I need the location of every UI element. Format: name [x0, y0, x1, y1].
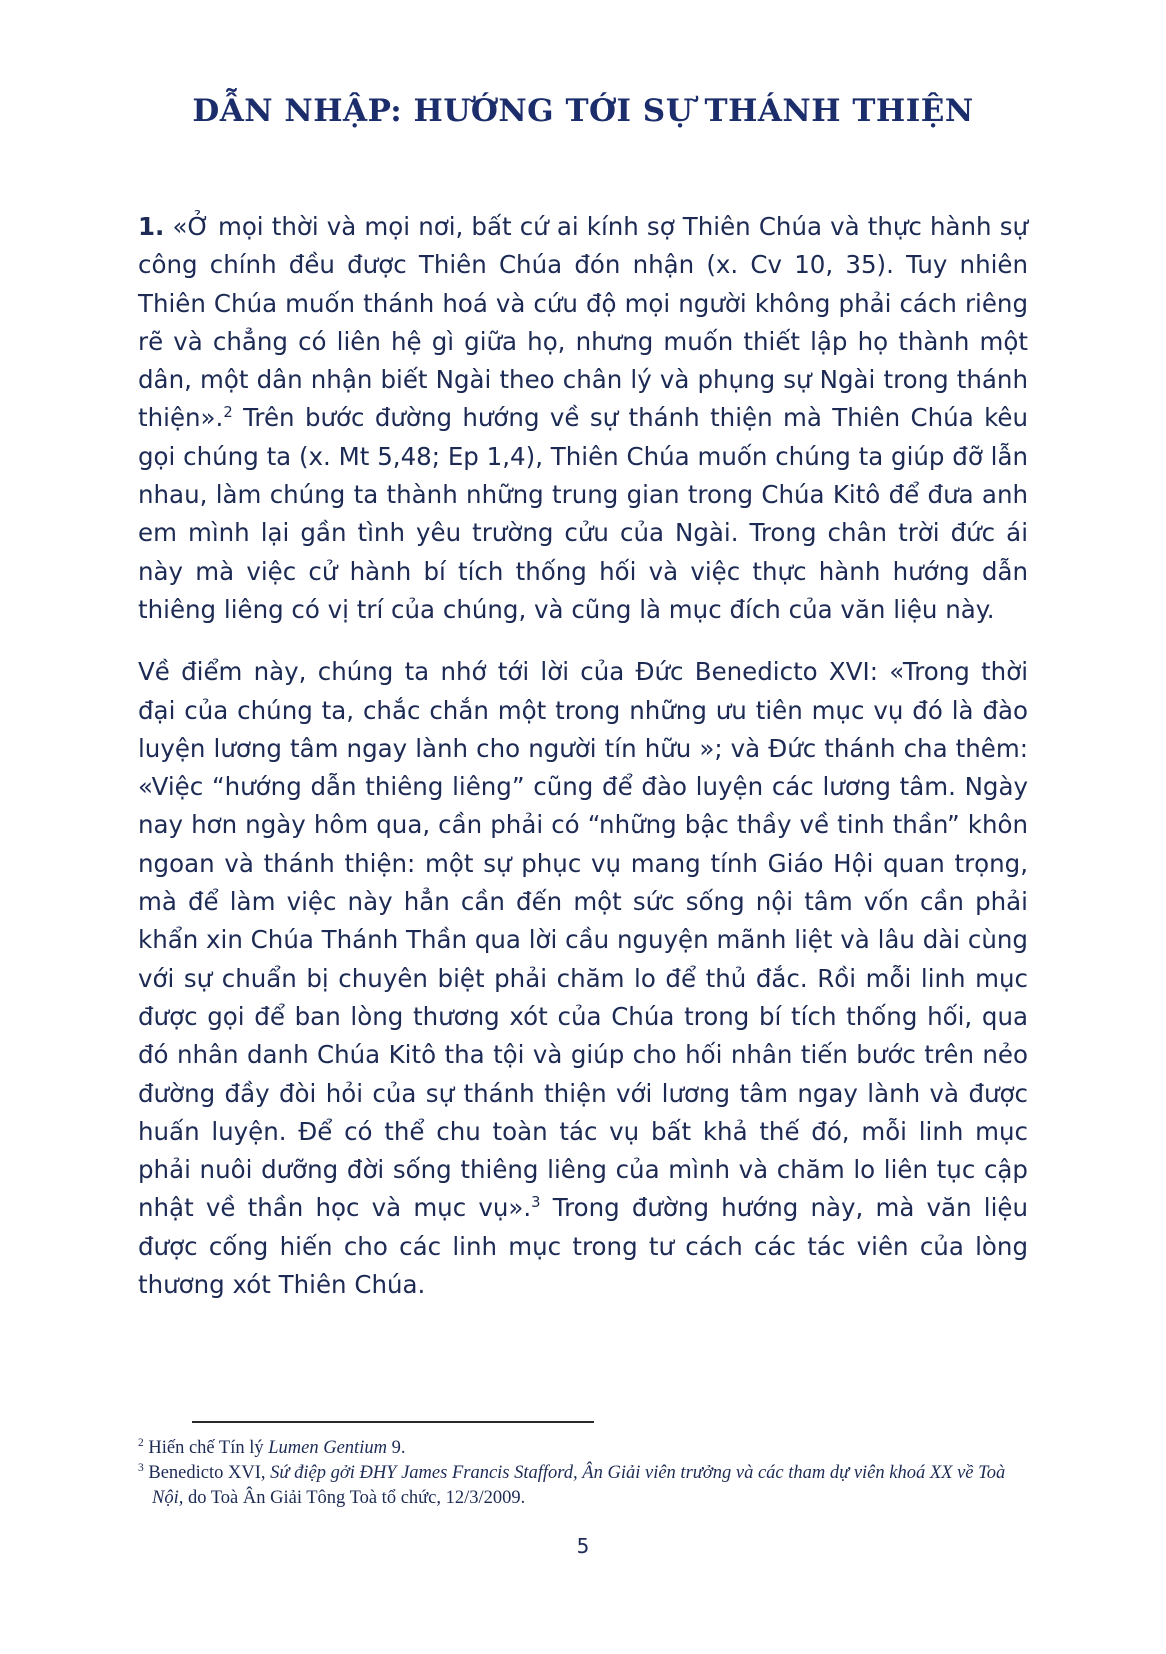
page-title: DẪN NHẬP: HƯỚNG TỚI SỰ THÁNH THIỆN [192, 93, 974, 129]
page-number: 5 [576, 1534, 590, 1558]
footnote-text: do Toà Ân Giải Tông Toà tổ chức, 12/3/2009. [183, 1488, 526, 1508]
paragraph-1-text-b: Trên bước đường hướng về sự thánh thiện mà Thiên Chúa kêu gọi chúng ta (x. Mt 5,48; Ep 1,4), Thiên Chúa muốn chúng ta giúp đỡ lẫn nhau, làm chúng ta thành những trung gian trong Chúa Kitô để đưa anh em mình lại gần tình yêu trường cửu của Ngài. Trong chân trời đức ái này mà việc cử hành bí tích thống hối và việc thực hành hướng dẫn thiêng liêng có vị trí của chúng, và cũng là mục đích của văn liệu này. [138, 403, 1028, 624]
footnote-ref-3[interactable]: 3 [531, 1194, 541, 1212]
body-text [138, 208, 1028, 1304]
footnote-text: Benedicto XVI, [143, 1463, 271, 1483]
footnote-citation-title: Sứ điệp gởi ĐHY James Francis Stafford, Ân Giải viên trưởng và các tham dự viên khoá XX về Toà Nội, [152, 1463, 1006, 1508]
footnotes [138, 1436, 1028, 1511]
paragraph-1-text-a: «Ở mọi thời và mọi nơi, bất cứ ai kính sợ Thiên Chúa và thực hành sự công chính đều được Thiên Chúa đón nhận (x. Cv 10, 35). Tuy nhiên Thiên Chúa muốn thánh hoá và cứu độ mọi người không phải cách riêng rẽ và chẳng có liên hệ gì giữa họ, nhưng muốn thiết lập họ thành một dân, một dân nhận biết Ngài theo chân lý và phụng sự Ngài trong thánh thiện». [138, 212, 1028, 433]
footnote-ref-2[interactable]: 2 [223, 404, 233, 422]
footnote-2 [138, 1436, 1028, 1461]
footnote-3 [138, 1461, 1028, 1511]
footnote-text: Hiến chế Tín lý [143, 1438, 269, 1458]
footnote-number: 2 [138, 1436, 144, 1449]
footnote-citation-title: Lumen Gentium [268, 1438, 387, 1458]
paragraph-2 [138, 653, 1028, 1304]
footnote-text: 9. [386, 1438, 406, 1458]
footnote-number: 3 [138, 1461, 144, 1474]
paragraph-2-text-b: Trong đường hướng này, mà văn liệu được cống hiến cho các linh mục trong tư cách các tác viên của lòng thương xót Thiên Chúa. [138, 1193, 1028, 1300]
paragraph-1 [138, 208, 1028, 629]
paragraph-2-text-a: Về điểm này, chúng ta nhớ tới lời của Đức Benedicto XVI: «Trong thời đại của chúng ta, chắc chắn một trong những ưu tiên mục vụ đó là đào luyện lương tâm ngay lành cho người tín hữu »; và Đức thánh cha thêm: «Việc “hướng dẫn thiêng liêng” cũng để đào luyện các lương tâm. Ngày nay hơn ngày hôm qua, cần phải có “những bậc thầy về tinh thần” khôn ngoan và thánh thiện: một sự phục vụ mang tính Giáo Hội quan trọng, mà để làm việc này hẳn cần đến một sức sống nội tâm vốn cần phải khẩn xin Chúa Thánh Thần qua lời cầu nguyện mãnh liệt và lâu dài cùng với sự chuẩn bị chuyên biệt phải chăm lo để thủ đắc. Rồi mỗi linh mục được gọi để ban lòng thương xót của Chúa trong bí tích thống hối, qua đó nhân danh Chúa Kitô tha tội và giúp cho hối nhân tiến bước trên nẻo đường đầy đòi hỏi của sự thánh thiện với lương tâm ngay lành và được huấn luyện. Để có thể chu toàn tác vụ bất khả thế đó, mỗi linh mục phải nuôi dưỡng đời sống thiêng liêng của mình và chăm lo liên tục cập nhật về thần học và mục vụ». [138, 657, 1028, 1223]
footnote-separator [192, 1421, 594, 1423]
paragraph-number: 1. [138, 212, 165, 241]
